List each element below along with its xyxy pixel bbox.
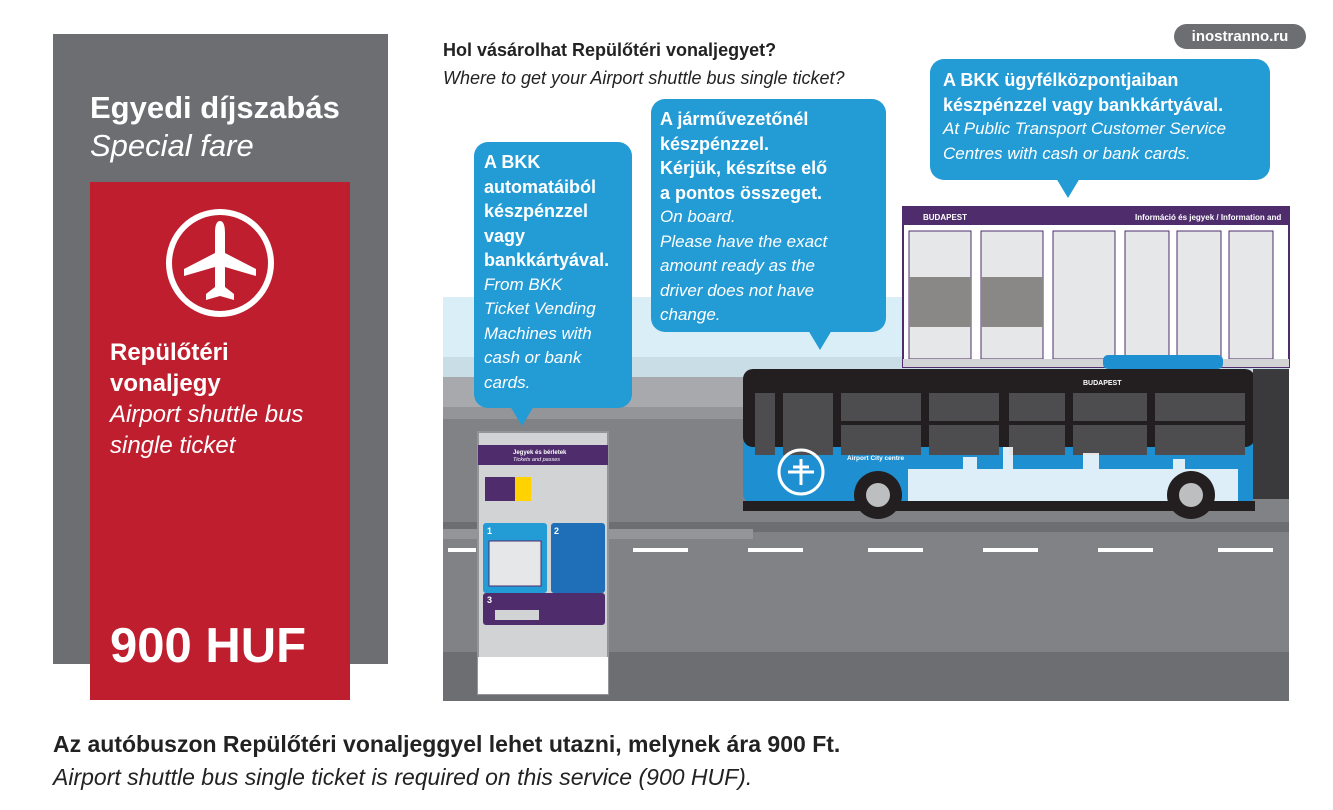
bubble-2-en-3: amount ready as the xyxy=(660,256,815,275)
bubble-service-centres xyxy=(930,59,1270,180)
bubble-1-en-2: Ticket Vending xyxy=(484,299,596,318)
service-centre xyxy=(903,207,1289,367)
bus-route-label: Airport City centre xyxy=(847,455,905,462)
ticket-name-hu-line1: Repülőtéri xyxy=(110,339,229,366)
machine-step-1: 1 xyxy=(487,526,493,536)
centre-brand-label: BUDAPEST xyxy=(923,213,968,222)
footer-note-hu: Az autóbuszon Repülőtéri vonaljeggyel lehet utazni, melynek ára 900 Ft. xyxy=(53,731,841,757)
bubble-2-pointer xyxy=(808,330,832,350)
machine-header-hu: Jegyek és bérletek xyxy=(513,450,567,456)
footer-note-en: Airport shuttle bus single ticket is required on this service (900 HUF). xyxy=(53,764,753,790)
ticket-name-en-line1: Airport shuttle bus xyxy=(110,401,304,428)
bubble-1-en-1: From BKK xyxy=(484,274,563,294)
bubble-2-hu-2: készpénzzel. xyxy=(660,133,770,154)
bubble-2-hu-3: Kérjük, készítse elő xyxy=(660,158,828,178)
panel-title-en: Special fare xyxy=(90,128,254,163)
ticket-vending-machine xyxy=(478,432,608,694)
bubble-3-pointer xyxy=(1056,178,1080,198)
bubble-2-en-5: change. xyxy=(660,305,721,324)
airport-bus xyxy=(743,355,1289,519)
bubble-1-hu-1: A BKK xyxy=(484,152,541,172)
bus-brand-label: BUDAPEST xyxy=(1083,380,1122,387)
bubble-2-en-4: driver does not have xyxy=(660,280,815,300)
bubble-2-en-2: Please have the exact xyxy=(660,231,828,251)
bubble-1-en-5: cards. xyxy=(484,372,531,392)
question-en: Where to get your Airport shuttle bus single ticket? xyxy=(443,68,845,88)
bubble-1-hu-5: bankkártyával. xyxy=(484,250,610,270)
bubble-3-hu-1: A BKK ügyfélközpontjaiban xyxy=(943,70,1179,90)
ticket-price: 900 HUF xyxy=(110,619,307,673)
bubble-2-hu-1: A járművezetőnél xyxy=(660,109,809,129)
bubble-1-pointer xyxy=(510,406,534,426)
machine-step-3: 3 xyxy=(487,595,493,605)
bubble-3-en-2: Centres with cash or bank cards. xyxy=(943,143,1191,163)
bubble-2-en-1: On board. xyxy=(660,207,736,226)
airplane-icon xyxy=(164,207,276,319)
source-badge[interactable]: inostranno.ru xyxy=(1174,24,1306,49)
machine-header-en: Tickets and passes xyxy=(513,457,561,463)
bubble-1-hu-4: vagy xyxy=(484,225,526,246)
bubble-on-board xyxy=(651,99,886,332)
bubble-1-hu-3: készpénzzel xyxy=(484,201,589,221)
panel-title-hu: Egyedi díjszabás xyxy=(90,90,340,125)
bubble-1-en-3: Machines with xyxy=(484,323,592,343)
centre-sign-label: Információ és jegyek / Information and xyxy=(1135,213,1282,222)
ticket-name-en-line2: single ticket xyxy=(110,432,236,459)
ticket-name-hu-line2: vonaljegy xyxy=(110,370,221,397)
machine-step-2: 2 xyxy=(554,526,560,536)
bubble-1-hu-2: automatáiból xyxy=(484,176,597,197)
bubble-vending-machines xyxy=(474,142,632,408)
bubble-3-hu-2: készpénzzel vagy bankkártyával. xyxy=(943,94,1224,115)
bubble-1-en-4: cash or bank xyxy=(484,348,582,367)
bubble-3-en-1: At Public Transport Customer Service xyxy=(943,119,1227,138)
question-hu: Hol vásárolhat Repülőtéri vonaljegyet? xyxy=(443,40,777,60)
bubble-2-hu-4: a pontos összeget. xyxy=(660,182,823,203)
